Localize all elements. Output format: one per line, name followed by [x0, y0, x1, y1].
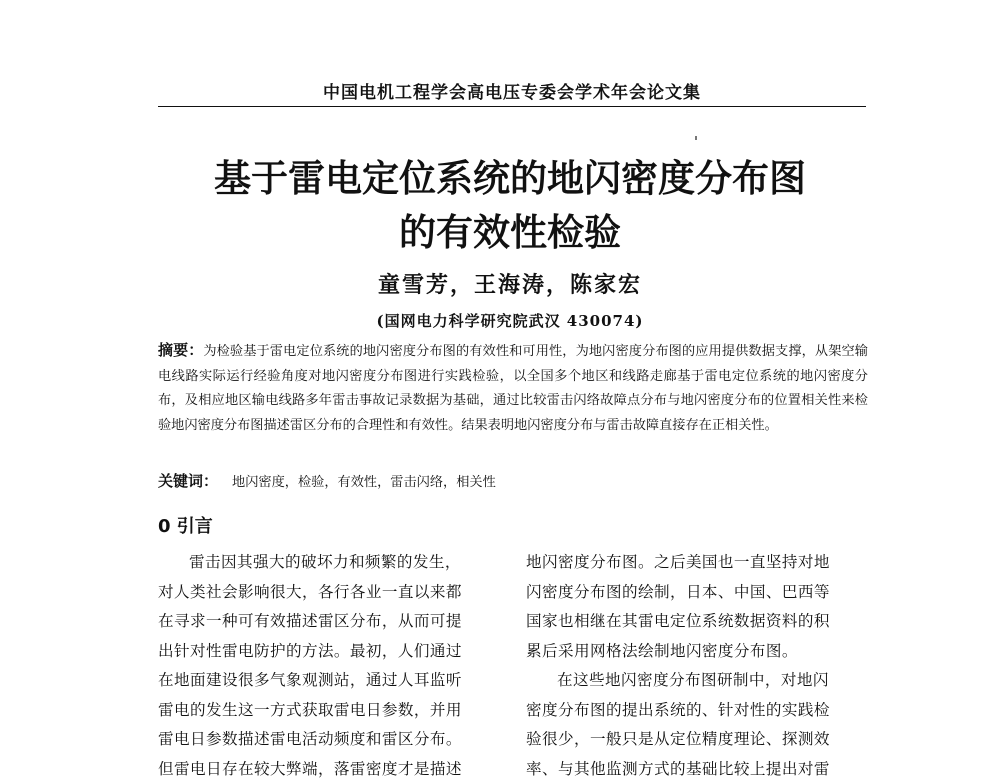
body-line: 雷电的发生这一方式获取雷电日参数，并用	[158, 696, 496, 726]
body-line: 出针对性雷电防护的方法。最初，人们通过	[158, 637, 496, 667]
title-line-2: 的有效性检验	[150, 206, 870, 260]
body-column-right	[526, 548, 864, 784]
keywords-label: 关键词：	[158, 472, 218, 490]
header-rule	[158, 106, 866, 107]
abstract-label: 摘要：	[158, 341, 203, 359]
title-line-1: 基于雷电定位系统的地闪密度分布图	[150, 152, 870, 206]
abstract-text: 为检验基于雷电定位系统的地闪密度分布图的有效性和可用性，为地闪密度分布图的应用提供数据支撑，从架空输电线路实际运行经验角度对地闪密度分布图进行实践检验，以全国多个地区和线路走廊基于雷电定位系统的地闪密度分布，及相应地区输电线路多年雷击事故记录数据为基础，通过比较雷击闪络故障点分布与地闪密度分布的位置相关性来检验地闪密度分布图描述雷区分布的合理性和有效性。结果表明地闪密度分布与雷击故障直接存在正相关性。	[158, 344, 868, 433]
body-line: 但雷电日存在较大弊端，落雷密度才是描述	[158, 755, 496, 784]
body-line: 国家也相继在其雷电定位系统数据资料的积	[526, 607, 864, 637]
section-heading: 0 引言	[158, 512, 213, 538]
body-line: 率、与其他监测方式的基础比较上提出对雷	[526, 755, 864, 784]
body-line: 在这些地闪密度分布图研制中，对地闪	[526, 666, 864, 696]
body-line: 累后采用网格法绘制地闪密度分布图。	[526, 637, 864, 667]
body-line: 对人类社会影响很大，各行各业一直以来都	[158, 578, 496, 608]
scan-speck	[695, 136, 697, 140]
body-line: 雷击因其强大的破坏力和频繁的发生，	[158, 548, 496, 578]
body-line: 在寻求一种可有效描述雷区分布，从而可提	[158, 607, 496, 637]
body-column-left	[158, 548, 496, 784]
abstract	[158, 338, 868, 438]
journal-header: 中国电机工程学会高电压专委会学术年会论文集	[158, 78, 866, 103]
body-line: 地闪密度分布图。之后美国也一直坚持对地	[526, 548, 864, 578]
paper-title	[150, 152, 870, 260]
body-line: 雷电日参数描述雷电活动频度和雷区分布。	[158, 725, 496, 755]
body-line: 在地面建设很多气象观测站，通过人耳监听	[158, 666, 496, 696]
keywords	[158, 470, 868, 491]
keywords-text: 地闪密度，检验，有效性，雷击闪络，相关性	[232, 475, 496, 490]
body-line: 密度分布图的提出系统的、针对性的实践检	[526, 696, 864, 726]
body-line: 验很少，一般只是从定位精度理论、探测效	[526, 725, 864, 755]
authors: 童雪芳，王海涛，陈家宏	[150, 268, 870, 299]
body-line: 闪密度分布图的绘制，日本、中国、巴西等	[526, 578, 864, 608]
affiliation: (国网电力科学研究院武汉 430074)	[150, 310, 870, 331]
